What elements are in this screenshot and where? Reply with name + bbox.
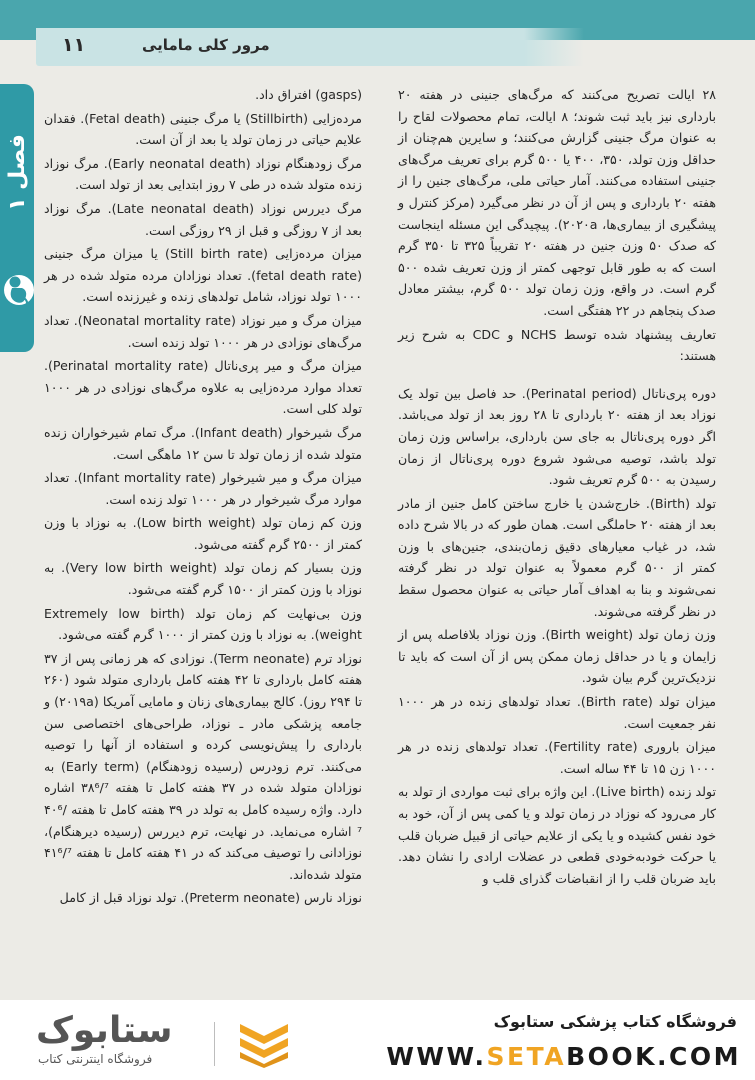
setabook-logo-icon: [236, 1016, 292, 1068]
paragraph: مرگ دیررس نوزاد (Late neonatal death). مرگ نوزاد بعد از ۷ روزگی و قبل از ۲۹ روزگی است.: [44, 200, 363, 238]
paragraph: نوزاد ترم (Term neonate). نوزادی که هر زمانی پس از ۳۷ هفته کامل بارداری تا ۴۲ هفته کامل بارداری متولد شود (۲۶۰ تا ۲۹۴ روز). کالج بیماری‌های زنان و مامایی آمریکا (۲۰۱۹a) و جامعه پزشکی مادر ـ نوزاد، طراحی‌های اختصاصی سن بارداری را پیش‌نویسی کرده و استفاده از آنها را توصیه می‌کنند. ترم زودرس (رسیده زودهنگام) (Early term) به نوزادان متولد شده در ۳۷ هفته کامل تا هفته ۳۸⁶/⁷ اشاره دارد. واژه رسیده کامل به تولد در ۳۹ هفته کامل تا هفته ۴۰⁶/⁷ اشاره می‌نماید. در نهایت، ترم دیررس (رسیده دیرهنگام)، نوزادانی را توصیف می‌کند که در ۴۱ هفته کامل تا هفته ۴۱⁶/⁷ متولد شده‌اند.: [44, 650, 363, 882]
paragraph: وزن بسیار کم زمان تولد (Very low birth weight). به نوزاد با وزن کمتر از ۱۵۰۰ گرم گفته می‌شود.: [44, 560, 362, 598]
paragraph: دوره پری‌ناتال (Perinatal period). حد فاصل بین تولد یک نوزاد بعد از هفته ۲۰ بارداری تا ۲۸ روز بعد از تولد می‌باشد. اگر دوره پری‌ناتال به جای سن بارداری، براساس وزن زمان تولد باشد، توصیه می‌شود شروع دوره پری‌ناتال از زمان رسیدن به ۵۰۰ گرم تعریف شود.: [398, 385, 717, 488]
paragraph: مرگ زودهنگام نوزاد (Early neonatal death). مرگ نوزاد زنده متولد شده در طی ۷ روز ابتدایی بعد از تولد است.: [44, 155, 362, 193]
url-prefix: WWW.: [386, 1042, 487, 1071]
header-bar-fade: [524, 28, 584, 66]
paragraph: میزان باروری (Fertility rate). تعداد تولدهای زنده در هر ۱۰۰۰ زن ۱۵ تا ۴۴ ساله است.: [398, 739, 717, 776]
fetus-icon: [2, 258, 36, 322]
paragraph: تولد زنده (Live birth). این واژه برای ثبت مواردی از تولد به کار می‌رود که نوزاد در زمان تولد و یا کمی پس از آن، خود به خود نفس کشیده و یا یکی از علایم حیاتی از قبیل ضربان قلب یا حرکت خودبه‌خودی قطعی در عضلات ارادی را نشان دهد. باید ضربان قلب را از انقباضات گذرای قلب و: [398, 784, 716, 886]
paragraph: میزان مرگ و میر شیرخوار (Infant mortality rate). تعداد موارد مرگ شیرخوار در هر ۱۰۰۰ تولد زنده است.: [44, 470, 362, 507]
paragraph: تولد (Birth). خارج‌شدن یا خارج ساختن کامل جنین از مادر بعد از هفته ۲۰ حاملگی است. همان طور که در بالا شرح داده شد، در غیاب معیارهای دقیق زمان‌بندی، جنین‌های با وزن کمتر از ۵۰۰ گرم معمولاً به عنوان تولد در نظر گرفته نمی‌شوند و بنا به اهداف آمار حیاتی به عنوان محصول سقط در نظر گرفته می‌شوند.: [398, 495, 716, 619]
page-number: ۱۱: [62, 34, 86, 56]
header-bar: [36, 28, 524, 66]
running-title: مرور کلی مامایی: [142, 36, 270, 54]
paragraph: میزان مرگ و میر نوزاد (Neonatal mortality rate). تعداد مرگ‌های نوزادی در هر ۱۰۰۰ تولد زنده است.: [44, 312, 363, 350]
paragraph: وزن زمان تولد (Birth weight). وزن نوزاد بلافاصله پس از زایمان و یا در حداقل زمان ممکن پس از آن است که باید تا نزدیک‌ترین گرم بیان شود.: [398, 627, 716, 686]
url-suffix: BOOK.COM: [566, 1042, 741, 1071]
paragraph: (gasps) افتراق داد.: [255, 87, 362, 102]
paragraph: مرگ شیرخوار (Infant death). مرگ تمام شیرخواران زنده متولد شده از زمان تولد تا سن ۱۲ ماهگی است.: [44, 424, 362, 462]
paragraph: تعاریف پیشنهاد شده توسط NCHS و CDC به شرح زیر هستند:: [398, 326, 716, 364]
store-url[interactable]: [386, 1042, 741, 1071]
left-column: [44, 84, 362, 911]
logo-wordmark: ستابوک: [36, 1010, 173, 1051]
paragraph: وزن بی‌نهایت کم زمان تولد (Extremely low birth weight). به نوزاد با وزن کمتر از ۱۰۰۰ گرم گفته می‌شود.: [44, 605, 362, 643]
url-highlight: SETA: [486, 1042, 567, 1071]
logo-divider: [214, 1022, 215, 1066]
logo-subtitle: فروشگاه اینترنتی کتاب: [38, 1052, 153, 1066]
chapter-label-wrap: [0, 92, 36, 252]
paragraph: میزان تولد (Birth rate). تعداد تولدهای زنده در هر ۱۰۰۰ نفر جمعیت است.: [398, 694, 716, 731]
chapter-label: فصل ۱: [4, 133, 30, 211]
paragraph: وزن کم زمان تولد (Low birth weight). به نوزاد با وزن کمتر از ۲۵۰۰ گرم گفته می‌شود.: [44, 515, 363, 552]
paragraph: میزان مرده‌زایی (Still birth rate) یا میزان مرگ جنینی (fetal death rate). تعداد نوزادان مرده متولد شده در هر ۱۰۰۰ تولد نوزاد، شامل تولدهای زنده و غیرزنده است.: [44, 246, 362, 305]
right-column: [398, 84, 716, 891]
paragraph: ۲۸ ایالت تصریح می‌کنند که مرگ‌های جنینی در هفته ۲۰ بارداری نیز باید ثبت شوند؛ ۸ ایالت، تمام محصولات لقاح را به عنوان مرگ جنینی گزارش می‌کنند؛ و سایرین هم‌چنان از حداقل وزن تولد، ۳۵۰، ۴۰۰ یا ۵۰۰ گرم برای تعریف مرگ‌های جنینی استفاده می‌کنند. آمار حیاتی ملی، مرگ‌های جنین را از هفته ۲۰ بارداری و پس از آن در نظر می‌گیرد (مرکز کنترل و پیشگیری از بیماری‌ها، ۲۰۲۰a). پیچیدگی این مسئله اینجاست که صدک ۵۰ وزن جنین در هفته ۲۰ تقریباً ۳۲۵ تا ۳۵۰ گرم است که به طور قابل توجهی کمتر از وزن تعریف شده ۵۰۰ گرم است. در واقع، وزن زمان تولد ۵۰۰ گرم، بیشتر معادل صدک پنجاهم در ۲۲ هفتگی است.: [398, 87, 716, 318]
paragraph: مرده‌زایی (Stillbirth) یا مرگ جنینی (Fetal death). فقدان علایم حیاتی در زمان تولد یا بعد از آن است.: [44, 110, 363, 148]
store-name: فروشگاه کتاب پزشکی ستابوک: [493, 1012, 737, 1031]
paragraph: نوزاد نارس (Preterm neonate). تولد نوزاد قبل از کامل: [59, 890, 362, 906]
paragraph: میزان مرگ و میر پری‌ناتال (Perinatal mortality rate). تعداد موارد مرده‌زایی به علاوه مرگ‌های نوزادی در هر ۱۰۰۰ تولد کلی است.: [44, 358, 362, 417]
